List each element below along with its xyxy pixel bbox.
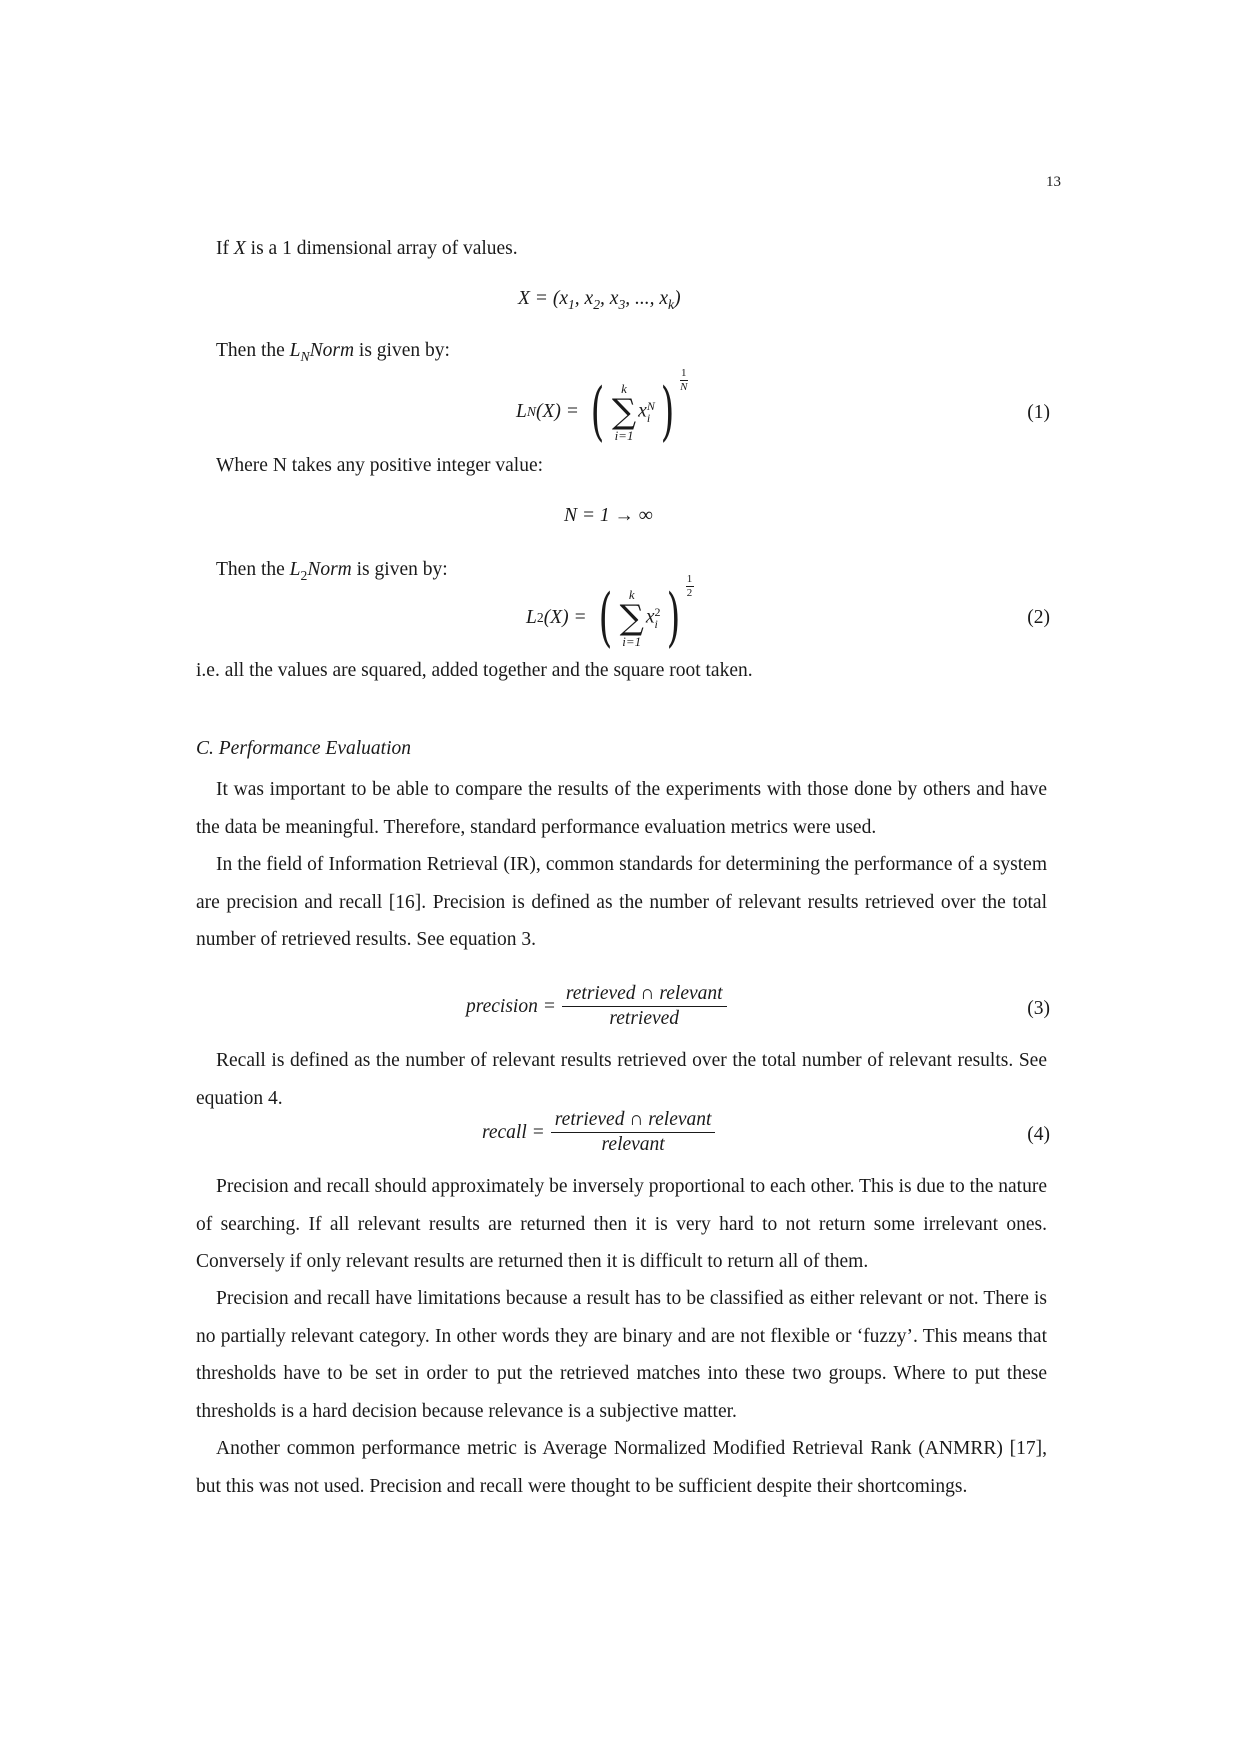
eq-lhs-arg: (X) =	[543, 607, 587, 628]
sigma-symbol: ∑	[611, 392, 637, 432]
exponent-denominator: 2	[686, 587, 693, 599]
math-variable: Norm	[309, 340, 355, 361]
exponent-fraction	[680, 368, 688, 393]
math-subscript: N	[300, 348, 310, 364]
equation-4-number: (4)	[1027, 1124, 1050, 1145]
exponent-numerator: 1	[681, 367, 687, 379]
eq-lhs: precision =	[466, 995, 556, 1017]
paragraph-2: In the field of Information Retrieval (IR), common standards for determining the performance of a system are precision and recall [16]. Precision is defined as the number of relevant results retrieved over the total number of retrieved results. See equation 3.	[196, 854, 1047, 951]
paragraph-6: Another common performance metric is Average Normalized Modified Retrieval Rank (ANMRR) [17], but this was not used. Precision and recall were thought to be sufficient despite their shortcomings.	[196, 1438, 1047, 1497]
sum-upper-limit: k	[628, 587, 635, 602]
term-base: x	[645, 606, 655, 628]
equation-1	[516, 367, 688, 452]
text-fragment: Then the	[216, 340, 290, 361]
fraction-numerator: retrieved ∩ relevant	[554, 1109, 712, 1130]
sum-upper-limit: k	[621, 381, 627, 396]
math-variable: Norm	[307, 559, 352, 580]
sum-term	[638, 400, 655, 424]
array-definition-equation: $X = (x_1$, $x_2$, $x_3$, ..., $x_k$)	[518, 288, 681, 312]
fraction-numerator: retrieved ∩ relevant	[565, 983, 723, 1004]
math-variable: X	[233, 238, 246, 259]
text-fragment: If	[216, 238, 234, 259]
equation-4	[482, 1108, 715, 1158]
eq-lhs-arg: (X) =	[535, 401, 579, 422]
fraction-denominator: relevant	[601, 1134, 665, 1156]
text-fragment: is a 1 dimensional array of values.	[245, 238, 518, 259]
eq-array-head: X = (x	[518, 288, 568, 309]
term-superscript: 2	[654, 605, 661, 619]
paragraph-4: Precision and recall should approximately be inversely proportional to each other. This is due to the nature of searching. If all relevant results are returned then it is very hard to not return some irrelevant ones. Conversely if only relevant results are returned then it is difficult to return all of them.	[196, 1176, 1047, 1273]
section-heading: C. Performance Evaluation	[196, 738, 412, 759]
exponent-numerator: 1	[686, 573, 693, 585]
summation	[620, 588, 644, 648]
text-fragment: is given by:	[351, 559, 448, 580]
paragraph-3: Recall is defined as the number of relevant results retrieved over the total number of relevant results. See equation 4.	[196, 1050, 1047, 1109]
eq-lhs-subscript: N	[526, 404, 536, 419]
sigma-symbol: ∑	[619, 598, 644, 638]
text-fragment: Then the	[216, 559, 290, 580]
range-equation: N = 1 → ∞	[564, 505, 653, 526]
sum-lower-limit: i=1	[622, 634, 642, 649]
sum-term	[646, 606, 661, 630]
left-paren: (	[590, 375, 605, 449]
term-subscript: i	[654, 617, 658, 631]
term-base: x	[638, 400, 647, 422]
eq-lhs: L	[516, 401, 527, 422]
term-superscript: N	[646, 399, 655, 413]
equation-2	[526, 573, 694, 658]
paragraph-5: Precision and recall have limitations because a result has to be classified as either relevant or not. There is no partially relevant category. In other words they are binary and are not flexible or ‘fuzzy’. This means that thresholds have to be set in order to put the retrieved matches into these two groups. Where to put these thresholds is a hard decision because relevance is a subjective matter.	[196, 1288, 1047, 1422]
term-subscript: i	[646, 411, 651, 425]
intro-line-2	[216, 340, 450, 365]
math-variable: L	[289, 559, 301, 580]
equation-1-number: (1)	[1027, 402, 1050, 423]
fraction	[562, 982, 727, 1032]
text-fragment: is given by:	[354, 340, 450, 361]
summation	[612, 382, 636, 442]
equation-3	[466, 982, 727, 1032]
sum-lower-limit: i=1	[614, 428, 634, 443]
exponent-fraction	[686, 574, 694, 599]
math-variable: L	[289, 340, 301, 361]
equation-3-number: (3)	[1027, 998, 1050, 1019]
eq-lhs: L	[526, 607, 537, 628]
eq-lhs-subscript: 2	[536, 610, 544, 625]
right-paren: )	[660, 375, 675, 449]
fraction-denominator: retrieved	[609, 1008, 680, 1030]
exponent-denominator: N	[680, 381, 688, 393]
eq-lhs: recall =	[482, 1121, 545, 1143]
fraction	[551, 1108, 716, 1158]
equation-2-number: (2)	[1027, 607, 1050, 628]
intro-line-1	[216, 238, 518, 260]
paragraph-1: It was important to be able to compare the results of the experiments with those done by others and have the data be meaningful. Therefore, standard performance evaluation metrics were used.	[196, 779, 1047, 838]
left-paren: (	[598, 581, 612, 655]
intro-line-3: Where N takes any positive integer value:	[216, 455, 544, 476]
intro-line-4	[216, 559, 448, 584]
intro-line-5: i.e. all the values are squared, added together and the square root taken.	[196, 660, 753, 681]
right-paren: )	[666, 581, 680, 655]
math-subscript: 2	[300, 567, 308, 583]
page-number: 13	[1046, 174, 1061, 190]
